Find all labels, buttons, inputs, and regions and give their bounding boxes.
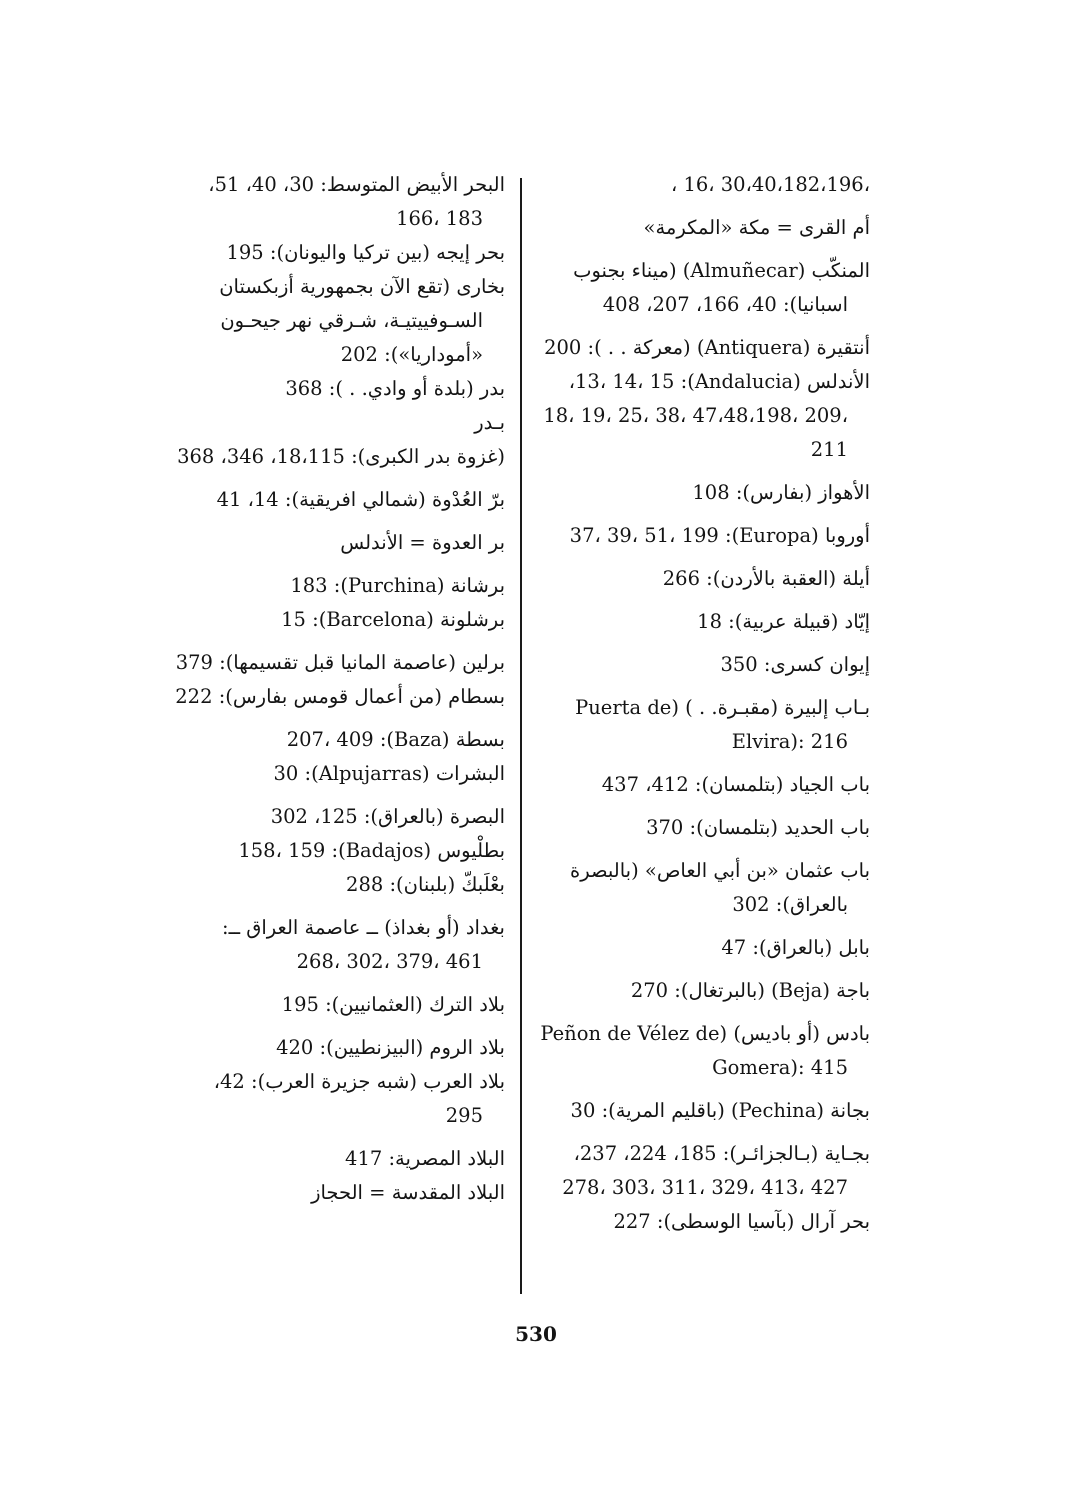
index-entry: بحر آرال (بآسيا الوسطى): 227 (613, 1210, 870, 1233)
index-column-right (540, 168, 870, 1239)
index-entry: ، 16، 30،40،182،196، (670, 173, 870, 196)
index-entry: بادس (أو باديس) (Peñon de Vélez de (540, 1022, 870, 1045)
index-entry: باب عثمان «بن أبي العاص» (بالبصرة (570, 859, 870, 882)
index-entry: بلاد الترك (العثمانيين): 195 (281, 993, 505, 1016)
index-entry: بسطة (Baza): 207، 409 (286, 728, 505, 751)
index-entry: 211 (810, 438, 848, 461)
index-entry: بـاب إلبيرة (مقبـرة. . ) (Puerta de (575, 696, 870, 719)
index-entry: بجانة (Pechina) (باقليم المرية): 30 (570, 1099, 870, 1122)
index-entry: أيلة (العقبة بالأردن): 266 (662, 567, 870, 590)
index-entry: أنتقيرة (Antiquera) (معركة . . ): 200 (544, 336, 870, 359)
index-entry: أوروبا (Europa): 37، 39، 51، 199 (569, 524, 870, 547)
index-entry: اسبانيا): 40، 166، 207، 408 (602, 293, 848, 316)
index-entry: باجة (Beja) (بالبرتغال): 270 (630, 979, 870, 1002)
index-entry: (غزوة بدر الكبرى): 18،115، 346، 368 (177, 445, 505, 468)
index-entry: أم القرى = مكة «المكرمة» (643, 216, 870, 239)
index-entry: البلاد المصرية: 417 (345, 1147, 505, 1170)
index-column-left (165, 168, 505, 1210)
index-entry: البشرات (Alpujarras): 30 (273, 762, 505, 785)
index-entry: 278، 303، 311، 329، 413، 427 (562, 1176, 848, 1199)
index-entry: الأهواز (بفارس): 108 (692, 481, 870, 504)
index-entry: المنكّب (Almuñecar) (ميناء بجنوب (573, 259, 870, 282)
index-entry: إيوان كسرى: 350 (720, 653, 870, 676)
index-entry: بخارى (تقع الآن بجمهورية أزبكستان (219, 275, 505, 298)
index-entry: برلين (عاصمة المانيا قبل تقسيمها): 379 (175, 651, 505, 674)
index-entry: 295 (445, 1104, 483, 1127)
index-entry: بالعراق): 302 (732, 893, 848, 916)
index-entry: الأندلس (Andalucia): 13، 14، 15، (568, 370, 870, 393)
index-entry: 268، 302، 379، 461 (296, 950, 483, 973)
index-entry: Gomera): 415 (712, 1056, 848, 1079)
index-entry: برّ العُدْوة (شمالي افريقية): 14، 41 (216, 488, 505, 511)
index-entry: بـدر (474, 411, 505, 434)
index-entry: إيّاد (قبيلة عربية): 18 (697, 610, 870, 633)
index-entry: 18، 19، 25، 38، 47،48،198، 209، (543, 404, 848, 427)
index-entry: بغداد (أو بغداذ) ــ عاصمة العراق ــ: (222, 916, 505, 939)
index-entry: «أموداريا»): 202 (340, 343, 483, 366)
index-entry: باب الجياد (بتلمسان): 412، 437 (601, 773, 870, 796)
column-divider (520, 178, 522, 1294)
page-number: 530 (515, 1322, 557, 1346)
index-entry: البصرة (بالعراق): 125، 302 (270, 805, 505, 828)
index-entry: بعْلَبكّ (بلبنان): 288 (346, 873, 505, 896)
index-entry: بحر إيجه (بين تركيا واليونان): 195 (226, 241, 505, 264)
index-entry: السـوفييتيـة، شـرقي نهر جيحـون (220, 309, 483, 332)
index-entry: بجـاية (بـالجزائـر): 185، 224، 237، (573, 1142, 870, 1165)
index-entry: 166، 183 (396, 207, 483, 230)
index-entry: بابل (بالعراق): 47 (721, 936, 870, 959)
index-entry: البلاد المقدسة = الحجاز (311, 1181, 505, 1204)
index-entry: بلاد الروم (البيزنطيين): 420 (276, 1036, 505, 1059)
index-entry: بدر (بلدة أو وادي. . ): 368 (285, 377, 505, 400)
index-entry: باب الحديد (بتلمسان): 370 (646, 816, 870, 839)
index-entry: بطلْيوس (Badajos): 158، 159 (238, 839, 505, 862)
index-entry: برشلونة (Barcelona): 15 (281, 608, 505, 631)
index-entry: بلاد العرب (شبه جزيرة العرب): 42، (213, 1070, 505, 1093)
index-entry: بر العدوة = الأندلس (340, 531, 505, 554)
index-entry: البحر الأبيض المتوسط: 30، 40، 51، (208, 173, 505, 196)
index-entry: بسطام (من أعمال قومس بفارس): 222 (175, 685, 505, 708)
index-entry: Elvira): 216 (731, 730, 848, 753)
index-entry: برشانة (Purchina): 183 (290, 574, 505, 597)
